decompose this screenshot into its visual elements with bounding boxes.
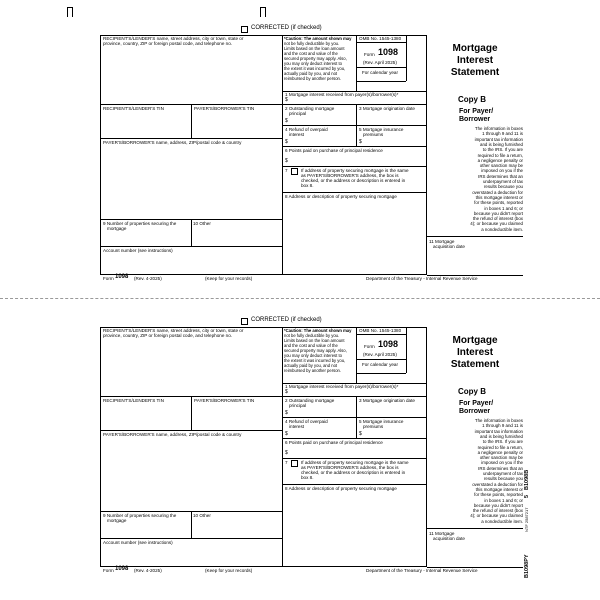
box1-label: 1 Mortgage interest received from payer(s)/borrower(s)* [285, 92, 399, 97]
form-revision: (Rev. April 2025) [363, 352, 397, 357]
grid-line [282, 104, 427, 105]
sidebar-line: results because you [483, 184, 523, 190]
box7-text: checked, or the address or description is entered in [301, 470, 406, 475]
sidebar-line: important tax information [474, 136, 523, 142]
grid-line [282, 125, 427, 126]
sidebar-line: a negligence penalty or [477, 449, 523, 455]
sidebar-line: in boxes 1 and 6; or [484, 205, 523, 211]
footer-revision: (Rev. 4-2025) [134, 568, 162, 573]
box11-label-2: acquisition date [433, 244, 465, 249]
form-word: Form [364, 344, 375, 349]
sidebar-line: for these points, reported [474, 200, 523, 206]
sidebar-line: a negligence penalty or [477, 157, 523, 163]
sidebar-line: 1 through 9 and 11 is [482, 423, 523, 429]
grid-line [356, 327, 357, 383]
calendar-year-label: For calendar year [362, 362, 399, 367]
form-title-line2: Interest [456, 55, 494, 66]
sidebar-line: other sanction may be [479, 163, 523, 169]
sidebar-line: a nondeductible item. [481, 226, 523, 232]
grid-line [100, 511, 282, 512]
box7-checkbox[interactable] [291, 460, 298, 467]
form-title-line1: Mortgage [452, 335, 498, 346]
caution-text: *Caution: The amount shown may [284, 36, 352, 41]
footer-department: Department of the Treasury - Internal Revenue Service [366, 276, 478, 281]
calendar-year-label: For calendar year [362, 70, 399, 75]
grid-line [282, 327, 283, 567]
sidebar-line: 1 through 9 and 11 is [482, 131, 523, 137]
sidebar-line: this mortgage interest or [475, 194, 523, 200]
copy-b-label: Copy B [458, 95, 486, 104]
sidebar-line: underpayment of tax [482, 471, 523, 476]
box7-text: box 8. [301, 183, 314, 188]
box5-dollar: $ [359, 139, 362, 145]
footer-department: Department of the Treasury - Internal Revenue Service [366, 568, 478, 573]
box1-label: 1 Mortgage interest received from payer(s)/borrower(s)* [285, 384, 399, 389]
borrower-label: Borrower [459, 408, 491, 415]
caution-text: Limits based on the loan amount [284, 338, 345, 343]
grid-line [356, 67, 406, 68]
box7-text: If address of property securing mortgage is the same [301, 168, 409, 173]
payer-tin-label: PAYER'S/BORROWER'S TIN [194, 106, 255, 111]
account-number-label: Account number (see instructions) [103, 540, 173, 545]
grid-line [356, 35, 357, 91]
form-title-line2: Interest [456, 347, 494, 358]
grid-line [356, 334, 406, 335]
grid-line [191, 219, 192, 246]
sidebar-line: because you didn't report [473, 502, 523, 508]
caution-text: you may only deduct interest to [284, 353, 342, 358]
sidebar-line: because you didn't report [473, 210, 523, 216]
sidebar-line: required to file a return, [477, 152, 523, 158]
footer-keep-records: (Keep for your records) [205, 568, 253, 573]
box5-label-2: premiums [363, 132, 384, 137]
grid-line [100, 538, 282, 539]
caution-text: the extent it was incurred by you, [284, 358, 346, 363]
box4-label-2: interest [289, 424, 305, 429]
recipient-name-label: RECIPIENT'S/LENDER'S name, street address, city or town, state or [103, 328, 244, 333]
grid-line [356, 42, 406, 43]
sidebar-line: IRS determines that an [478, 173, 523, 179]
box6-dollar: $ [285, 158, 288, 164]
box5-label-2: premiums [363, 424, 384, 429]
box11-label: 11 Mortgage [429, 239, 455, 244]
box2-dollar: $ [285, 410, 288, 416]
form-title-line3: Statement [450, 359, 500, 370]
box2-label-2: principal [289, 111, 307, 116]
footer-form-word: Form [103, 568, 114, 573]
caution-text: and the cost and value of the [284, 343, 338, 348]
side-product-code: B1098PY [524, 554, 530, 578]
box3-label: 3 Mortgage origination date [359, 398, 415, 403]
box9-label-2: mortgage [107, 226, 127, 231]
box5-label: 5 Mortgage insurance [359, 127, 404, 132]
grid-line [282, 35, 283, 275]
grid-line [100, 138, 282, 139]
sidebar-line: the refund of interest (box [472, 508, 523, 514]
grid-line [282, 458, 427, 459]
footer-keep-records: (Keep for your records) [205, 276, 253, 281]
footer-form-number: 1098 [115, 566, 129, 572]
box4-label: 4 Refund of overpaid [285, 419, 328, 424]
grid-line [356, 359, 406, 360]
caution-text: and the cost and value of the [284, 51, 338, 56]
corrected-checkbox[interactable] [241, 318, 248, 325]
for-payer-label: For Payer/ [459, 400, 494, 407]
caution-text: the extent it was incurred by you, [284, 66, 346, 71]
sidebar-line: underpayment of tax [482, 179, 523, 184]
grid-line [282, 396, 427, 397]
form-word: Form [364, 52, 375, 57]
corrected-label: CORRECTED (if checked) [251, 317, 322, 323]
box2-label-2: principal [289, 403, 307, 408]
sidebar-line: the refund of interest (box [472, 216, 523, 222]
grid-line [427, 236, 523, 237]
sidebar-line: a nondeductible item. [481, 518, 523, 524]
caution-text: not be fully deductible by you. [284, 333, 340, 338]
grid-line [406, 327, 407, 373]
grid-line [282, 192, 427, 193]
sidebar-line: The information in boxes [474, 418, 523, 423]
grid-line [282, 166, 427, 167]
side-code-5: 5 [524, 494, 530, 498]
box7-checkbox[interactable] [291, 168, 298, 175]
box4-label-2: interest [289, 132, 305, 137]
box4-dollar: $ [285, 431, 288, 437]
grid-line [282, 484, 427, 485]
grid-line [356, 81, 406, 82]
form-copy-bottom [0, 292, 600, 592]
form-number: 1098 [378, 47, 399, 57]
box10-label: 10 Other [193, 221, 211, 226]
omb-number: OMB No. 1545-1380 [359, 36, 402, 41]
sidebar-line: important tax information [474, 428, 523, 434]
grid-line [427, 528, 523, 529]
box7-text: as PAYER'S/BORROWER'S address, the box is [301, 465, 399, 470]
caution-text: *Caution: The amount shown may [284, 328, 352, 333]
recipient-name-label-2: province, country, ZIP or foreign postal code, and telephone no. [103, 333, 233, 338]
grid-line [191, 104, 192, 138]
recipient-tin-label: RECIPIENT'S/LENDER'S TIN [103, 398, 164, 403]
box11-label: 11 Mortgage [429, 531, 455, 536]
account-number-label: Account number (see instructions) [103, 248, 173, 253]
caution-text: not be fully deductible by you. [284, 41, 340, 46]
grid-line [100, 396, 282, 397]
box6-dollar: $ [285, 450, 288, 456]
box10-label: 10 Other [193, 513, 211, 518]
box7-text: checked, or the address or description is entered in [301, 178, 406, 183]
payer-name-label: PAYER'S/BORROWER'S name, address, ZIP/postal code & country [103, 432, 242, 437]
sidebar-line: results because you [483, 476, 523, 482]
box8-label: 8 Address or description of property securing mortgage [285, 194, 397, 199]
copy-b-label: Copy B [458, 387, 486, 396]
caution-text: Limits based on the loan amount [284, 46, 345, 51]
box11-label-2: acquisition date [433, 536, 465, 541]
box7-text: box 8. [301, 475, 314, 480]
grid-line [356, 373, 406, 374]
sidebar-line: overstated a deduction for [472, 189, 523, 195]
omb-number: OMB No. 1545-1380 [359, 328, 402, 333]
box1-dollar: $ [285, 97, 288, 103]
sidebar-line: in boxes 1 and 6; or [484, 497, 523, 503]
box9-label: 9 Number of properties securing the [103, 221, 177, 226]
recipient-tin-label: RECIPIENT'S/LENDER'S TIN [103, 106, 164, 111]
side-ntf-code: NTF 2587217 [524, 507, 529, 532]
sidebar-line: to the IRS. If you are [482, 147, 523, 153]
caution-text: you may only deduct interest to [284, 61, 342, 66]
grid-line [100, 430, 282, 431]
grid-line [100, 219, 282, 220]
side-form-code: B1098B [524, 469, 530, 490]
footer-revision: (Rev. 4-2025) [134, 276, 162, 281]
grid-line [100, 104, 282, 105]
grid-line [191, 396, 192, 430]
box9-label-2: mortgage [107, 518, 127, 523]
footer-form-number: 1098 [115, 274, 129, 280]
box2-label: 2 Outstanding mortgage [285, 106, 335, 111]
box4-dollar: $ [285, 139, 288, 145]
for-payer-label: For Payer/ [459, 108, 494, 115]
box8-label: 8 Address or description of property securing mortgage [285, 486, 397, 491]
grid-line [282, 146, 427, 147]
grid-line [282, 417, 427, 418]
box6-label: 6 Points paid on purchase of principal residence [285, 148, 383, 153]
box5-label: 5 Mortgage insurance [359, 419, 404, 424]
box2-label: 2 Outstanding mortgage [285, 398, 335, 403]
grid-line [282, 438, 427, 439]
box2-dollar: $ [285, 118, 288, 124]
grid-line [191, 511, 192, 538]
box1-dollar: $ [285, 389, 288, 395]
form-revision: (Rev. April 2025) [363, 60, 397, 65]
box7-number: 7 [285, 460, 288, 465]
sidebar-line: and is being furnished [480, 433, 523, 439]
sidebar-line: 4); or because you claimed [470, 513, 523, 519]
sidebar-line: this mortgage interest or [475, 486, 523, 492]
sidebar-line: to the IRS. If you are [482, 439, 523, 445]
form-title-line3: Statement [450, 67, 500, 78]
payer-tin-label: PAYER'S/BORROWER'S TIN [194, 398, 255, 403]
box7-text: If address of property securing mortgage is the same [301, 460, 409, 465]
form-number: 1098 [378, 339, 399, 349]
form-title-line1: Mortgage [452, 43, 498, 54]
grid-line [100, 246, 282, 247]
sidebar-line: other sanction may be [479, 455, 523, 461]
footer-form-word: Form [103, 276, 114, 281]
box4-label: 4 Refund of overpaid [285, 127, 328, 132]
sidebar-line: The information in boxes [474, 126, 523, 131]
caution-text: actually paid by you, and not [284, 363, 338, 368]
box6-label: 6 Points paid on purchase of principal residence [285, 440, 383, 445]
box7-number: 7 [285, 168, 288, 173]
box7-text: as PAYER'S/BORROWER'S address, the box is [301, 173, 399, 178]
recipient-name-label-2: province, country, ZIP or foreign postal code, and telephone no. [103, 41, 233, 46]
sidebar-line: imposed on you if the [481, 460, 523, 466]
caution-text: reimbursed by another person. [284, 76, 342, 81]
sidebar-line: and is being furnished [480, 141, 523, 147]
grid-line [406, 35, 407, 81]
box3-label: 3 Mortgage origination date [359, 106, 415, 111]
sidebar-line: required to file a return, [477, 444, 523, 450]
caution-text: secured property may apply. Also, [284, 56, 347, 61]
box5-dollar: $ [359, 431, 362, 437]
corrected-checkbox[interactable] [241, 26, 248, 33]
sidebar-line: 4); or because you claimed [470, 221, 523, 227]
caution-text: reimbursed by another person. [284, 368, 342, 373]
caution-text: secured property may apply. Also, [284, 348, 347, 353]
recipient-name-label: RECIPIENT'S/LENDER'S name, street address, city or town, state or [103, 36, 244, 41]
corrected-label: CORRECTED (if checked) [251, 25, 322, 31]
caution-text: actually paid by you, and not [284, 71, 338, 76]
sidebar-line: for these points, reported [474, 492, 523, 498]
borrower-label: Borrower [459, 116, 491, 123]
sidebar-line: IRS determines that an [478, 465, 523, 471]
sidebar-line: overstated a deduction for [472, 481, 523, 487]
box9-label: 9 Number of properties securing the [103, 513, 177, 518]
payer-name-label: PAYER'S/BORROWER'S name, address, ZIP/postal code & country [103, 140, 242, 145]
sidebar-line: imposed on you if the [481, 168, 523, 174]
